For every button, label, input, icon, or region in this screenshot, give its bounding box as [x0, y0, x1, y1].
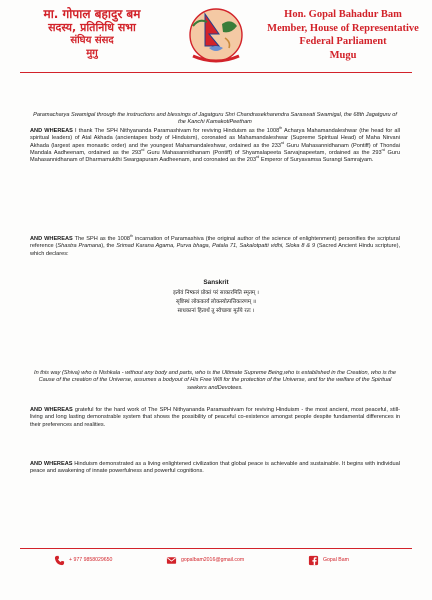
footer-facebook	[308, 551, 349, 569]
paragraph-lead: AND WHEREAS	[30, 407, 73, 413]
english-name: Hon. Gopal Bahadur Bam	[284, 9, 402, 20]
paragraph-1: AND WHEREAS I thank The SPH Nithyananda Paramashivam for reviving Hinduism as the 1008th Acharya Mahamandaleshwar (the head for all spiritual leaders) of Atal Akhada (ancientapex body of Hinduism), coronated as Mahamandaleshwar (Supreme Spiritual Head) of Maha Nirvani Akhada (largest apex monastic order) and the youngest Mahamandaleshwar, ordained as the 233rd Guru Mahasannidhanam (Pontiff) of Thondai Mandala Aadheenam, ordained as the 293rd Guru Mahasannidhanam (Pontiff) of Shyamalapeeta Sarvajnapeetam, ordained as the 293rd Guru Mahasannidhanam of Dharmamukthi Swargapuram Aadheenam, and coronated as the 203rd Emperor of Suryavamsa Surangi Samrajyam.	[30, 126, 401, 164]
facebook-name: Gopal Bam	[323, 557, 349, 563]
sanskrit-verse-line: सृष्टिस्थं लोककार्यं लोकस्योत्पत्तिकारणम् ॥	[176, 299, 256, 305]
letterhead-nepali	[22, 8, 162, 60]
header-divider	[20, 72, 412, 73]
footer-phone	[54, 551, 112, 569]
phone-number: + 977 9858029650	[69, 557, 113, 563]
sanskrit-heading: Sanskrit	[203, 279, 229, 286]
nepali-parliament: संघिय संसद	[70, 35, 114, 46]
footer-email	[166, 551, 244, 569]
english-title: Member, House of Representative	[267, 22, 419, 34]
paragraph-3: AND WHEREAS grateful for the hard work of The SPH Nithyananda Paramashivam for reviving Hinduism - the most ancient, most peaceful, still-living and long lasting demonstrable system that shows the possibility of peaceful co-existence amongst people despite fundamental differences in their preferences and realities.	[30, 407, 400, 428]
intro-paragraph: Paramacharya Swamigal through the instructions and blessings of Jagatguru Shri Chandrasekharendra Saraswati Swamigal, the 68th Jagatguru of the Kanchi KamakotiPeetham	[33, 112, 397, 126]
nepal-emblem-icon	[179, 4, 253, 70]
paragraph-4: AND WHEREAS Hinduism demonstrated as a living enlightened civilization that global peace is achievable and sustainable. It begins with individual peace and awakening of innate powerfulness and powerful cognitions.	[30, 461, 401, 475]
english-district: Mugu	[329, 49, 357, 61]
email-address: gopalbam2016@gmail.com	[181, 557, 245, 563]
sanskrit-verse-line: इत्येवं निष्कलं प्रोक्तं परं साकारमिति स्मृतम् ।	[173, 290, 259, 296]
paragraph-2: AND WHEREAS The SPH as the 1008th incarnation of Paramashiva (the original author of the science of enlightenment) personifies the scriptural reference (Shastra Pramana), the Srimad Karana Agama, Purva bhaga, Patala 71, Sakalotpatti vidhi, Sloka 8 & 9 (Sacred Ancient Hindu scripture), which declares:	[30, 234, 401, 257]
sanskrit-verse-line: साधकानां हितार्थं तु स्वेच्छया मूर्तये रतः ।	[177, 308, 255, 314]
translation-paragraph: In this way (Shiva) who is Nishkala - without any body and parts, who is the Ultimate Supreme Being,who is established in the Creation, who is the Cause of the creation of the Universe, assumes a bodyout of His Free Will for the protection of the Universe, and for the welfare of the Spiritual seekers andDevotees.	[34, 370, 396, 391]
footer-divider	[20, 548, 412, 549]
english-parliament: Federal Parliament	[299, 36, 387, 47]
email-icon	[166, 555, 177, 566]
paragraph-lead: AND WHEREAS	[30, 128, 73, 134]
phone-icon	[54, 555, 65, 566]
nepali-district: मुगु	[86, 48, 98, 59]
nepali-name: मा. गोपाल बहादुर बम	[43, 7, 141, 21]
paragraph-lead: AND WHEREAS	[30, 236, 73, 242]
nepali-title: सदस्य, प्रतिनिधि सभा	[48, 21, 136, 34]
paragraph-lead: AND WHEREAS	[30, 461, 73, 467]
facebook-icon	[308, 555, 319, 566]
letterhead-english	[262, 8, 424, 62]
